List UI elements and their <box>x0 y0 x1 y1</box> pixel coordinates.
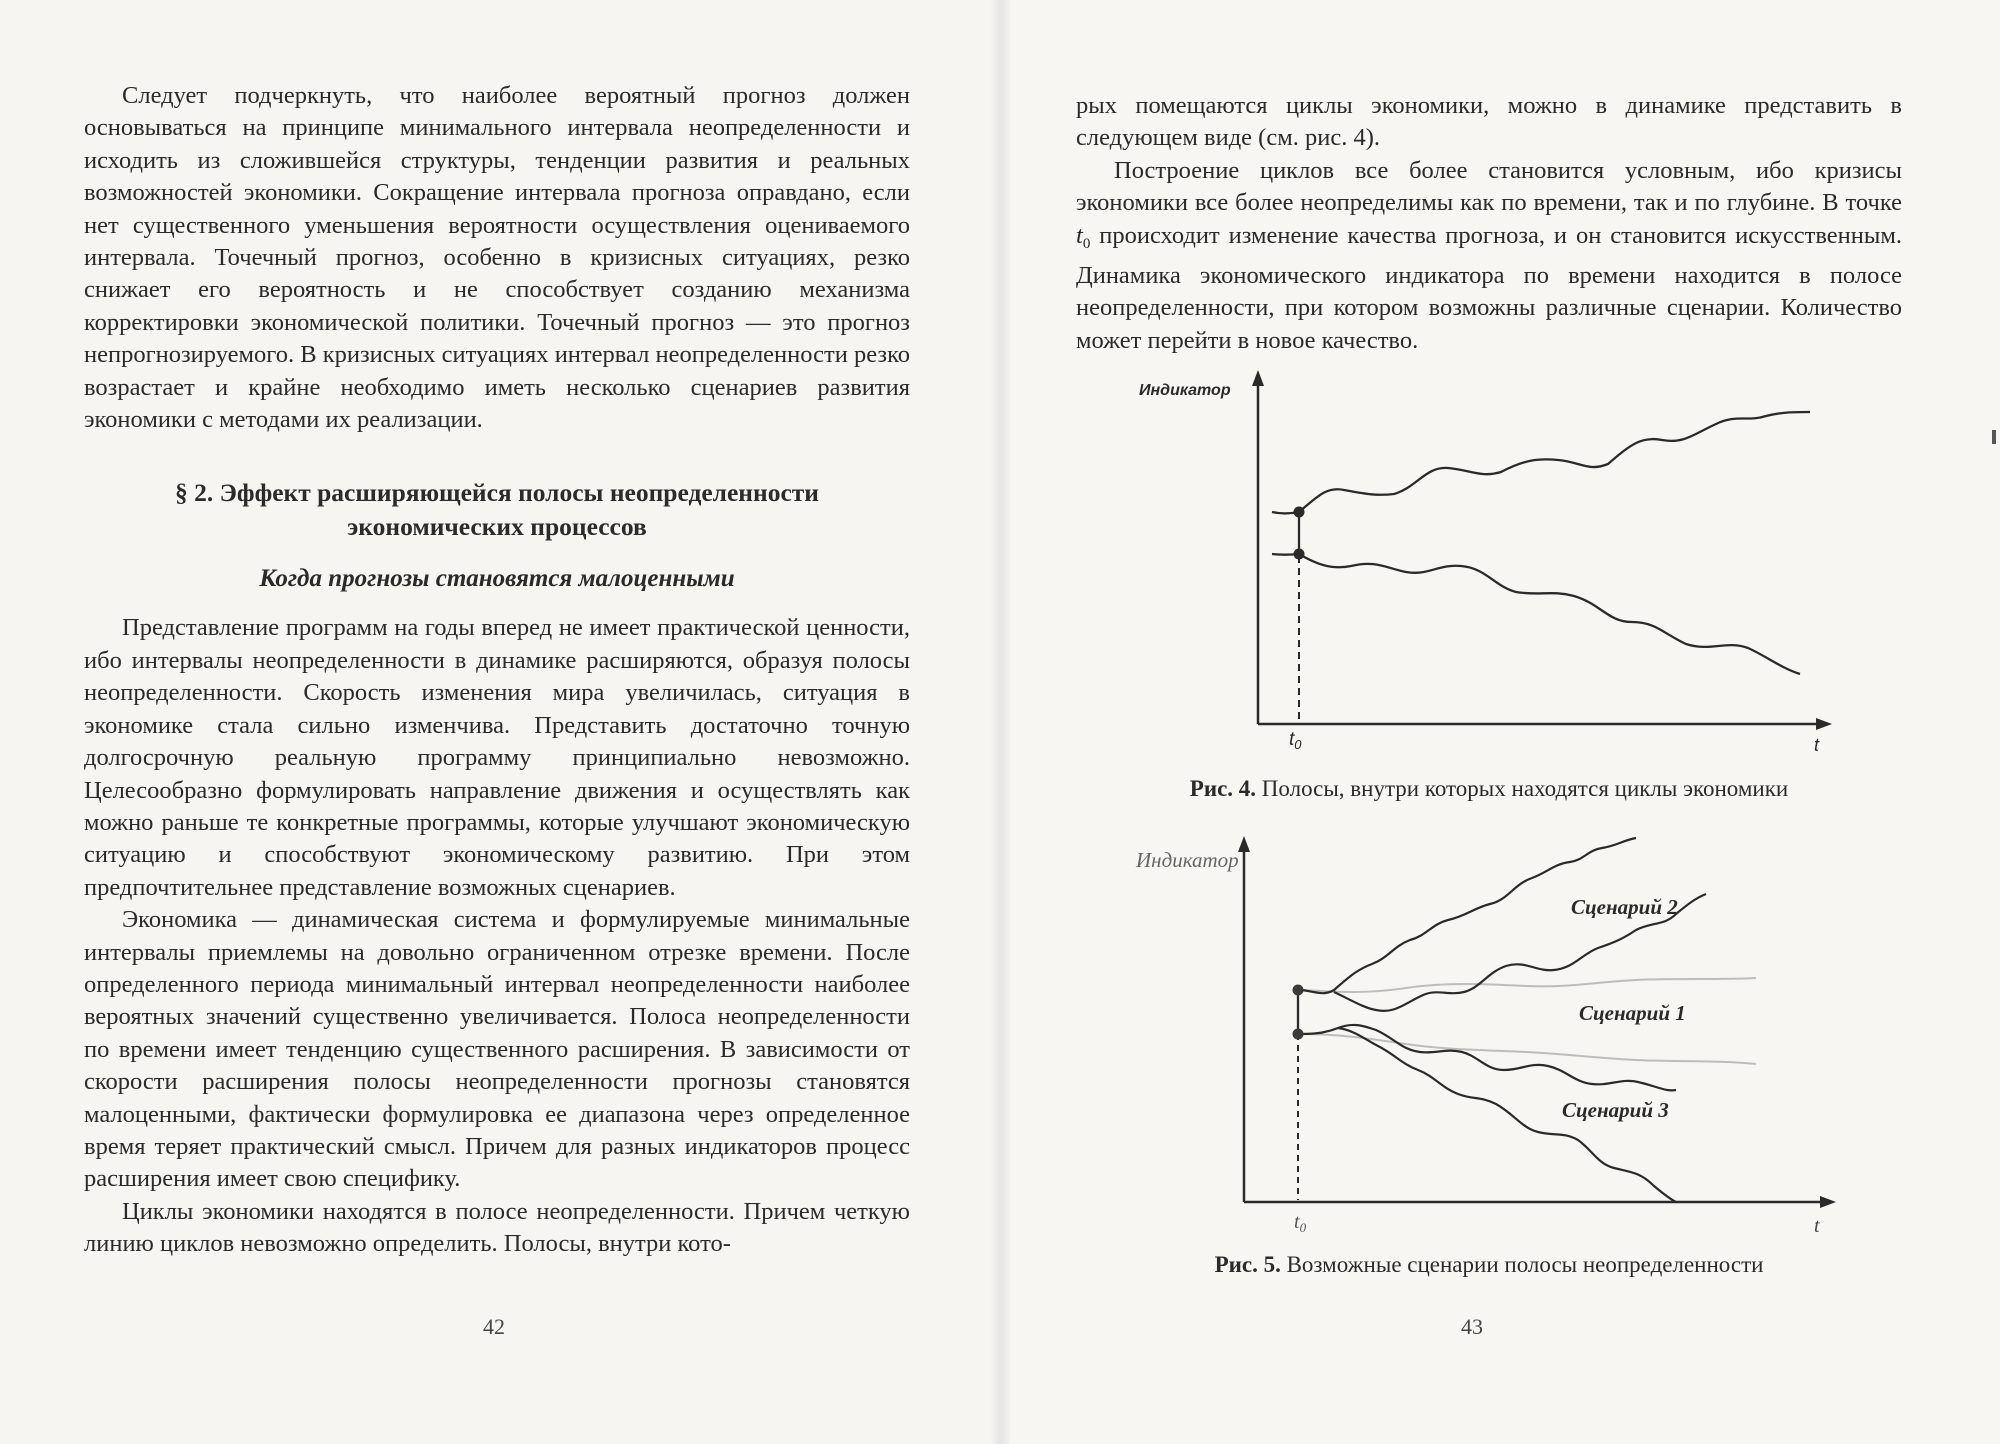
right-text-column <box>1076 90 1902 357</box>
fig4-upper-t0-point <box>1294 507 1305 518</box>
t0-inline: t <box>1076 221 1083 249</box>
page-number-left: 42 <box>483 1314 505 1339</box>
section-heading-line1: § 2. Эффект расширяющейся полосы неопределенности <box>175 478 819 508</box>
fig4-t0-sub: 0 <box>1294 737 1302 752</box>
fig4-x-arrow <box>1816 718 1832 730</box>
left-paragraph-1: Следует подчеркнуть, что наиболее вероятный прогноз должен основываться на принципе минимального интервала неопределенности и исходить из сложившейся структуры, тенденции развития и реальных возможностей экономики. Сокращение интервала прогноза оправдано, если нет существенного уменьшения вероятности осуществления оцениваемого интервала. Точечный прогноз, особенно в кризисных ситуациях, резко снижает его вероятность и не способствует созданию механизма корректировки экономической политики. Точечный прогноз — это прогноз непрогнозируемого. В кризисных ситуациях интервал неопределенности резко возрастает и крайне необходимо иметь несколько сценариев развития экономики с методами их реализации. <box>84 82 910 434</box>
section-heading <box>84 476 910 544</box>
fig5-scenario3-label: Сценарий 3 <box>1562 1098 1669 1122</box>
fig5-x-label: t <box>1814 1215 1820 1237</box>
fig5-y-arrow <box>1238 836 1250 852</box>
fig4-upper-band-line <box>1272 412 1810 514</box>
fig4-x-label: t <box>1814 735 1820 755</box>
right-paragraph-1: рых помещаются циклы экономики, можно в динамике представить в следующем виде (см. рис. 4). <box>1076 92 1902 152</box>
fig4-y-label: Индикатор <box>1139 382 1231 399</box>
section-heading-line2: экономических процессов <box>347 512 647 542</box>
fig5-lower-t0-point <box>1293 1029 1304 1040</box>
right-paragraph-2 <box>1076 155 1902 357</box>
left-text-column <box>84 80 910 1261</box>
fig4-t0-label <box>1289 729 1302 752</box>
subheading: Когда прогнозы становятся малоценными <box>259 565 735 593</box>
fig4-lower-t0-point <box>1294 549 1305 560</box>
figure-5 <box>1076 834 1902 1280</box>
right-paragraph-2-end: происходит изменение качества прогноза, и он становится искусственным. Динамика экономического индикатора по времени находится в полосе неопределенности, при котором возможны различные сценарии. Количество может перейти в новое качество. <box>1076 221 1902 354</box>
fig4-t0-letter: t <box>1289 729 1295 750</box>
fig5-scenario1-label: Сценарий 1 <box>1579 1001 1686 1025</box>
fig5-scenario2-label: Сценарий 2 <box>1571 895 1678 919</box>
fig5-gray-upper-band <box>1302 978 1756 992</box>
left-paragraph-4: Циклы экономики находятся в полосе неопределенности. Причем четкую линию циклов невозможно определить. Полосы, внутри кото- <box>84 1197 910 1258</box>
figure-4-caption <box>1076 774 1902 804</box>
fig5-y-label: Индикатор <box>1136 848 1239 872</box>
figure-4-chart <box>1076 368 1902 768</box>
fig5-upper-t0-point <box>1293 985 1304 996</box>
figure-5-chart <box>1076 834 1902 1244</box>
fig4-y-arrow <box>1252 370 1264 386</box>
fig5-t0-letter: t <box>1294 1211 1300 1233</box>
t0-inline-sub: 0 <box>1082 235 1091 252</box>
fig5-caption-text: Возможные сценарии полосы неопределенности <box>1280 1252 1764 1277</box>
fig5-t0-label <box>1294 1211 1307 1235</box>
fig4-caption-text: Полосы, внутри которых находятся циклы экономики <box>1256 776 1789 801</box>
left-paragraph-2: Представление программ на годы вперед не имеет практической ценности, ибо интервалы неопределенности в динамике расширяются, образуя полосы неопределенности. Скорость изменения мира увеличилась, ситуация в экономике стала сильно изменчива. Представить достаточно точную долгосрочную реальную программу принципиально невозможно. Целесообразно формулировать направление движения и осуществлять как можно раньше те конкретные программы, которые улучшают экономическую ситуацию и способствуют экономическому развитию. При этом предпочтительнее представление возможных сценариев. <box>84 614 910 901</box>
left-paragraph-3: Экономика — динамическая система и формулируемые минимальные интервалы приемлемы на довольно ограниченном отрезке времени. После определенного периода минимальный интервал неопределенности наиболее вероятных значений существенно увеличивается. Полоса неопределенности по времени имеет тенденцию существенного расширения. В зависимости от скорости расширения полосы неопределенности прогнозы становятся малоценными, фактически формулировка ее диапазона через определенное время теряет практический смысл. Причем для разных индикаторов процесс расширения имеет свою специфику. <box>84 906 910 1193</box>
figure-5-caption <box>1076 1250 1902 1280</box>
book-gutter <box>990 0 1012 1444</box>
fig4-caption-label: Рис. 4. <box>1189 776 1257 801</box>
fig5-caption-label: Рис. 5. <box>1214 1252 1281 1277</box>
page-number-right: 43 <box>1461 1314 1483 1339</box>
fig4-lower-band-line <box>1272 554 1800 674</box>
figure-4 <box>1076 368 1902 804</box>
fig5-gray-lower-band <box>1302 1034 1756 1064</box>
fig5-x-arrow <box>1820 1196 1836 1208</box>
right-paragraph-2-start: Построение циклов все более становится условным, ибо кризисы экономики все более неопределимы как по времени, так и по глубине. В точке <box>1076 156 1902 217</box>
fig5-t0-sub: 0 <box>1299 1220 1307 1235</box>
page-edge-mark <box>1992 430 1996 444</box>
